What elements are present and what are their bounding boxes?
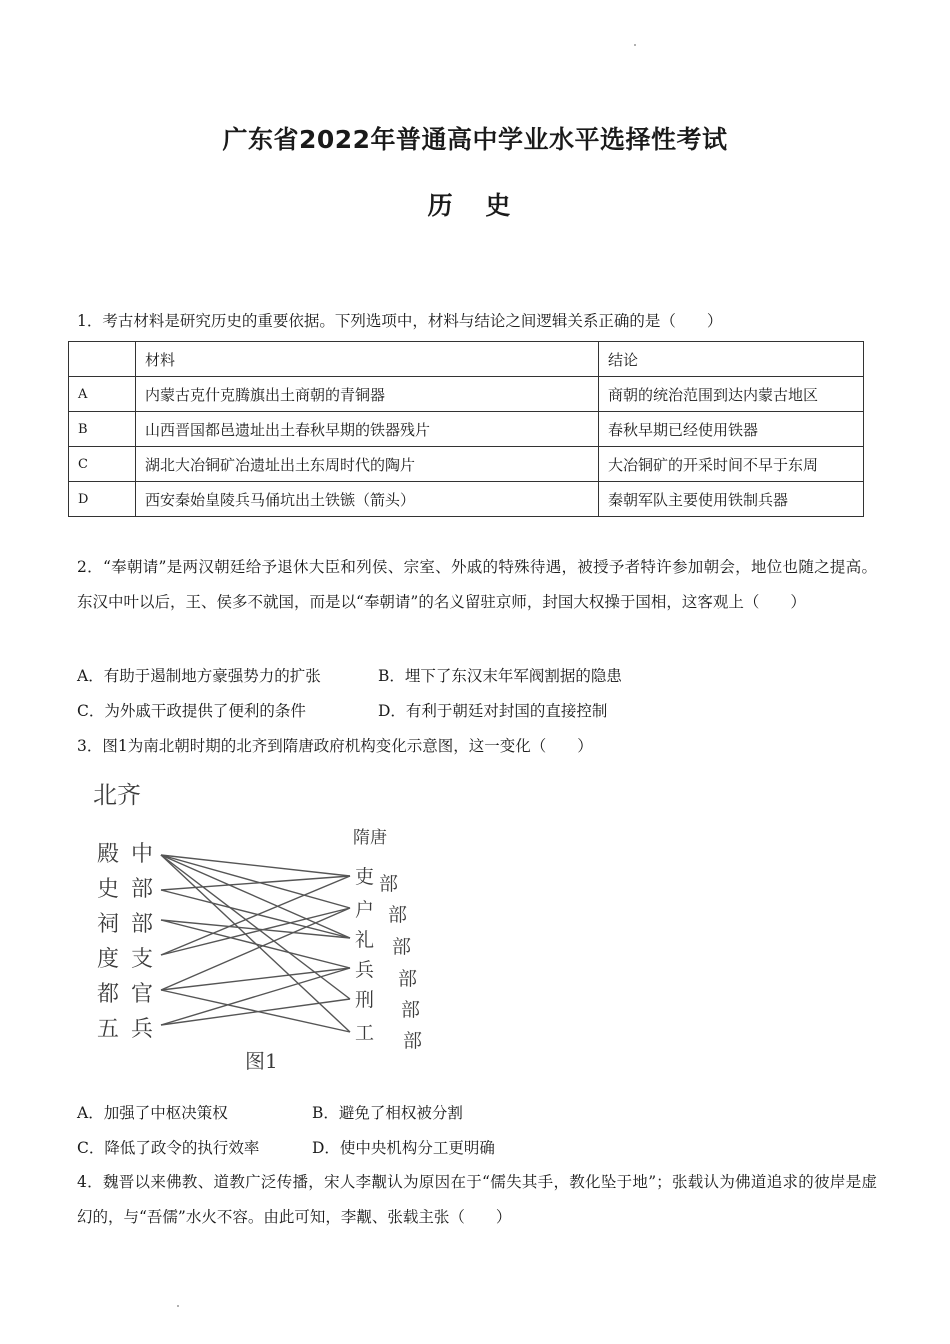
table-header-cell: 结论 <box>599 342 864 377</box>
right-item: 工 <box>355 1022 375 1044</box>
q4-stem: 4．魏晋以来佛教、道教广泛传播，宋人李觏认为原因在于“儒失其手，教化坠于地”；张载认为佛道追求的彼岸是虚幻的，与“吾儒”水火不容。由此可知，李觏、张载主张（ ） <box>77 1173 877 1226</box>
right-item: 吏 <box>355 866 375 888</box>
left-item: 部 <box>131 912 154 937</box>
q3-option-d: D．使中央机构分工更明确 <box>312 1139 495 1157</box>
left-item: 史 <box>97 877 120 902</box>
q3-option-a: A．加强了中枢决策权 <box>77 1104 228 1122</box>
option-letter: B <box>69 412 136 447</box>
conclusion-cell: 大冶铜矿的开采时间不早于东周 <box>599 447 864 482</box>
q2-option-a: A．有助于遏制地方豪强势力的扩张 <box>77 667 321 685</box>
right-suffix: 部 <box>401 999 421 1021</box>
q2-option-d: D．有利于朝廷对封国的直接控制 <box>378 702 608 720</box>
left-item: 官 <box>131 982 154 1007</box>
right-suffix: 部 <box>379 873 399 895</box>
left-item: 支 <box>131 947 154 972</box>
q1-table <box>68 341 864 517</box>
table-header-row <box>69 342 864 377</box>
exam-title: 广东省2022年普通高中学业水平选择性考试 <box>222 125 728 154</box>
left-item: 五 <box>97 1017 120 1042</box>
right-title: 隋唐 <box>353 828 387 848</box>
q3-stem: 3．图1为南北朝时期的北齐到隋唐政府机构变化示意图，这一变化（ ） <box>77 737 593 755</box>
conclusion-cell: 春秋早期已经使用铁器 <box>599 412 864 447</box>
option-letter: D <box>69 482 136 517</box>
left-item: 祠 <box>97 912 120 937</box>
right-suffix: 部 <box>392 936 412 958</box>
left-title: 北齐 <box>93 781 141 809</box>
q2-option-c: C．为外戚干政提供了便利的条件 <box>77 702 306 720</box>
right-suffix: 部 <box>398 968 418 990</box>
conclusion-cell: 商朝的统治范围到达内蒙古地区 <box>599 377 864 412</box>
q2-stem: 2．“奉朝请”是两汉朝廷给予退休大臣和列侯、宗室、外戚的特殊待遇，被授予者特许参加朝会，地位也随之提高。东汉中叶以后，王、侯多不就国，而是以“奉朝请”的名义留驻京师，封国大权操于国相，这客观上（ ） <box>77 558 877 611</box>
q3-option-b: B．避免了相权被分割 <box>312 1104 463 1122</box>
q2-option-b: B．埋下了东汉末年军阀割据的隐患 <box>378 667 622 685</box>
left-item: 都 <box>97 982 120 1007</box>
left-item: 部 <box>131 877 154 902</box>
figure-1 <box>85 775 435 1080</box>
table-row <box>69 377 864 412</box>
right-item: 礼 <box>355 929 375 951</box>
option-letter: C <box>69 447 136 482</box>
q1-stem: 1．考古材料是研究历史的重要依据。下列选项中，材料与结论之间逻辑关系正确的是（ ） <box>77 312 723 330</box>
material-cell: 内蒙古克什克腾旗出土商朝的青铜器 <box>136 377 599 412</box>
right-item: 户 <box>355 899 375 921</box>
material-cell: 西安秦始皇陵兵马俑坑出土铁镞（箭头） <box>136 482 599 517</box>
left-item: 中 <box>131 842 154 867</box>
right-item: 刑 <box>355 989 375 1011</box>
right-suffix: 部 <box>403 1030 423 1052</box>
left-item: 兵 <box>131 1017 154 1042</box>
table-row <box>69 482 864 517</box>
table-header-cell: 材料 <box>136 342 599 377</box>
figure-caption: 图1 <box>245 1049 278 1073</box>
left-item: 殿 <box>97 842 120 867</box>
material-cell: 山西晋国都邑遗址出土春秋早期的铁器残片 <box>136 412 599 447</box>
institution-change-diagram <box>85 775 435 1080</box>
table-header-cell <box>69 342 136 377</box>
left-item: 度 <box>97 947 120 972</box>
table-row <box>69 412 864 447</box>
subject-title: 历 史 <box>427 191 523 220</box>
material-cell: 湖北大冶铜矿冶遗址出土东周时代的陶片 <box>136 447 599 482</box>
scan-speck <box>177 1305 179 1307</box>
scan-speck <box>634 44 636 46</box>
conclusion-cell: 秦朝军队主要使用铁制兵器 <box>599 482 864 517</box>
table-row <box>69 447 864 482</box>
q3-option-c: C．降低了政令的执行效率 <box>77 1139 260 1157</box>
right-item: 兵 <box>355 959 375 981</box>
option-letter: A <box>69 377 136 412</box>
connector-lines <box>161 855 350 1032</box>
right-suffix: 部 <box>388 904 408 926</box>
